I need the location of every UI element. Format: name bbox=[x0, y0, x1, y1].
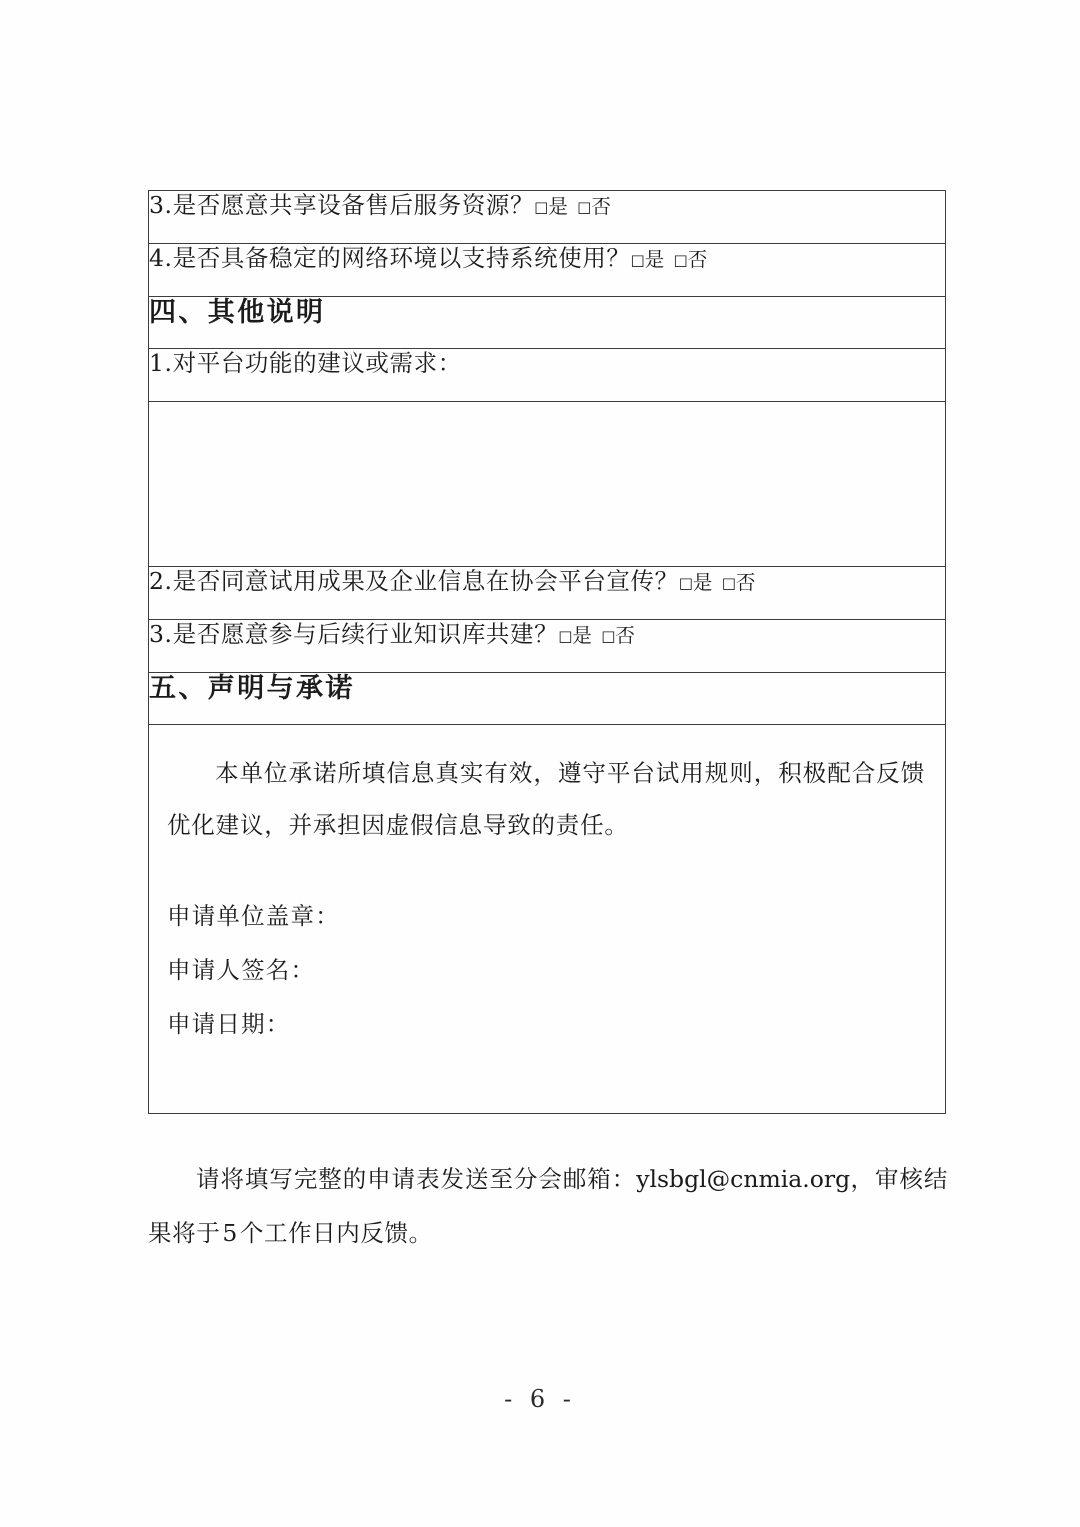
applicant-signature-field[interactable]: 申请人签名： bbox=[167, 956, 316, 984]
declaration-paragraph: 本单位承诺所填信息真实有效，遵守平台试用规则，积极配合反馈优化建议，并承担因虚假信息导致的责任。 bbox=[167, 759, 925, 839]
review-days-count: 5 bbox=[222, 1219, 238, 1247]
cell-declaration-body bbox=[149, 725, 946, 1114]
cell-question-stable-network bbox=[149, 244, 946, 297]
footer-note bbox=[148, 1152, 948, 1260]
option-label-no: 否 bbox=[591, 195, 612, 218]
option-label-yes: 是 bbox=[548, 195, 569, 218]
checkbox-icon[interactable]: □ bbox=[601, 627, 616, 645]
option-group bbox=[558, 624, 635, 647]
option-label-yes: 是 bbox=[692, 571, 713, 594]
section-heading: 五、声明与承诺 bbox=[149, 673, 355, 704]
question-label: 2.是否同意试用成果及企业信息在协会平台宣传？ bbox=[149, 567, 679, 595]
question-label: 1.对平台功能的建议或需求： bbox=[149, 349, 462, 377]
option-group bbox=[631, 248, 708, 271]
option-label-no: 否 bbox=[687, 248, 708, 271]
form-table-body bbox=[149, 191, 946, 1114]
option-group bbox=[534, 195, 611, 218]
table-row bbox=[149, 244, 946, 297]
section-heading: 四、其他说明 bbox=[149, 297, 326, 328]
applicant-unit-seal-field[interactable]: 申请单位盖章： bbox=[167, 902, 340, 930]
cell-question-share-after-sales bbox=[149, 191, 946, 244]
table-row bbox=[149, 402, 946, 567]
checkbox-icon[interactable]: □ bbox=[721, 574, 736, 592]
declaration-body bbox=[149, 725, 945, 1051]
question-label: 3.是否愿意共享设备售后服务资源？ bbox=[149, 191, 535, 219]
page-number: - 6 - bbox=[504, 1385, 576, 1413]
checkbox-icon[interactable]: □ bbox=[534, 198, 549, 216]
footer-middle-text: ，审核结 bbox=[850, 1165, 948, 1193]
table-row bbox=[149, 725, 946, 1114]
table-row bbox=[149, 673, 946, 725]
answer-area-platform-suggestions[interactable] bbox=[149, 402, 946, 567]
option-group bbox=[679, 571, 756, 594]
checkbox-icon[interactable]: □ bbox=[673, 251, 688, 269]
option-label-yes: 是 bbox=[572, 624, 593, 647]
question-label: 4.是否具备稳定的网络环境以支持系统使用？ bbox=[149, 244, 631, 272]
option-label-no: 否 bbox=[615, 624, 636, 647]
cell-section-other-notes bbox=[149, 297, 946, 349]
table-row bbox=[149, 349, 946, 402]
question-label: 3.是否愿意参与后续行业知识库共建？ bbox=[149, 620, 559, 648]
checkbox-icon[interactable]: □ bbox=[558, 627, 573, 645]
table-row bbox=[149, 620, 946, 673]
checkbox-icon[interactable]: □ bbox=[678, 574, 693, 592]
footer-tail-suffix: 个工作日内反馈。 bbox=[239, 1219, 433, 1247]
table-row bbox=[149, 567, 946, 620]
cell-question-platform-suggestions bbox=[149, 349, 946, 402]
cell-question-knowledge-base bbox=[149, 620, 946, 673]
application-date-field[interactable]: 申请日期： bbox=[167, 1010, 291, 1038]
signature-block bbox=[167, 889, 925, 1051]
submission-instructions bbox=[148, 1152, 948, 1260]
footer-tail-prefix: 果将于 bbox=[148, 1219, 221, 1247]
table-row bbox=[149, 297, 946, 349]
cell-section-declaration bbox=[149, 673, 946, 725]
checkbox-icon[interactable]: □ bbox=[577, 198, 592, 216]
footer-lead-text: 请将填写完整的申请表发送至分会邮箱： bbox=[196, 1165, 637, 1193]
option-label-yes: 是 bbox=[644, 248, 665, 271]
table-row bbox=[149, 191, 946, 244]
cell-question-publicity-consent bbox=[149, 567, 946, 620]
checkbox-icon[interactable]: □ bbox=[630, 251, 645, 269]
option-label-no: 否 bbox=[735, 571, 756, 594]
contact-email[interactable]: ylsbgl@cnmia.org bbox=[636, 1165, 851, 1193]
application-form-table bbox=[148, 190, 946, 1114]
